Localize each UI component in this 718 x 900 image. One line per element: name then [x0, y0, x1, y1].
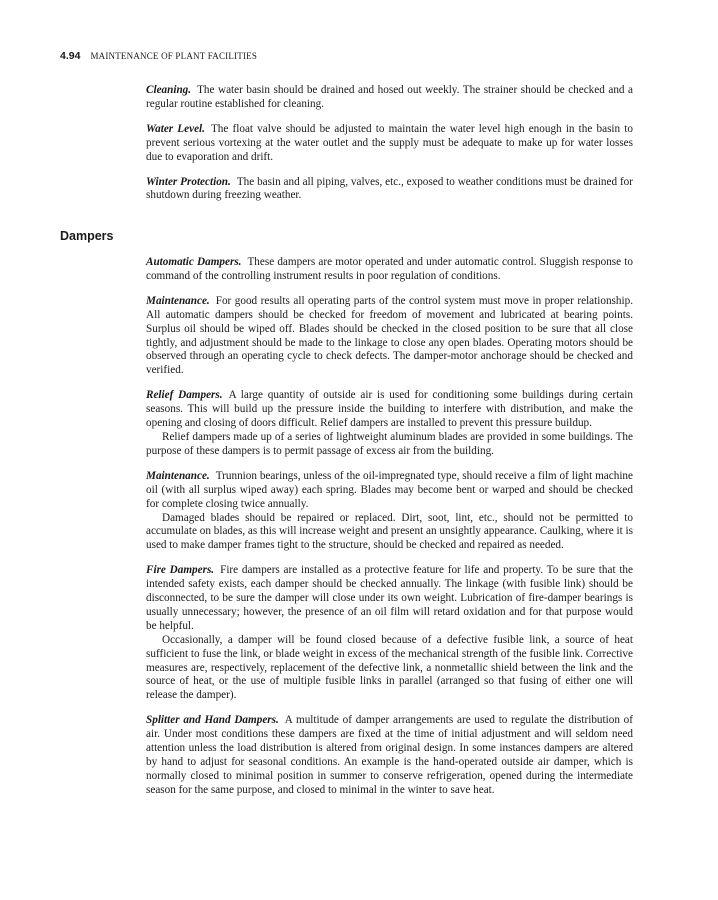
run-in-heading: Cleaning. — [146, 84, 192, 96]
page-number: 4.94 — [60, 50, 81, 62]
paragraph-splitter-hand-dampers — [146, 714, 633, 797]
running-head — [60, 50, 257, 66]
run-in-heading: Relief Dampers. — [146, 389, 223, 402]
paragraph-automatic-maintenance — [146, 295, 633, 378]
paragraph-automatic-dampers — [146, 256, 633, 284]
run-in-heading: Water Level. — [146, 122, 205, 135]
section-heading-dampers: Dampers — [60, 229, 114, 243]
paragraph-text: The basin and all piping, valves, etc., exposed to weather conditions must be drained for shutdown during freezing weather. — [146, 175, 633, 202]
run-in-heading: Maintenance. — [146, 294, 210, 307]
run-in-heading: Automatic Dampers. — [146, 256, 242, 268]
run-in-heading: Winter Protection. — [146, 175, 231, 188]
run-in-heading: Splitter and Hand Dampers. — [146, 714, 279, 727]
cooling-tower-section — [146, 84, 633, 214]
paragraph-relief-maintenance — [146, 470, 633, 553]
paragraph-text: For good results all operating parts of the control system must move in proper relationship. All automatic dampers should be checked for freedom of movement and lubricated at bearing points. Surplus oil should be wiped off. Blades should be checked in the closed position to be sure that all close tightly, and adjustment should be made to the linkage to close any open blades. Operating motors should be observed through an operating cycle to check defects. The damper-motor anchorage should be checked and verified. — [146, 294, 633, 377]
paragraph-text: Damaged blades should be repaired or replaced. Dirt, soot, lint, etc., should not be permitted to accumulate on blades, as this will increase weight and present an unsightly appearance. Caulking, where it is used to make damper frames tight to the structure, should be checked and repaired as needed. — [146, 511, 633, 552]
paragraph-text: A multitude of damper arrangements are used to regulate the distribution of air. Under most conditions these dampers are fixed at the time of initial adjustment and will seldom need attention unless the load distribution is altered from original design. In some instances dampers are altered by hand to adjust for seasonal conditions. An example is the hand-operated outside air damper, which is normally closed to minimal position in summer to conserve refrigeration, opened during the intermediate season for the same purpose, and closed to minimal in the winter to save heat. — [146, 714, 634, 796]
paragraph-text: The water basin should be drained and hosed out weekly. The strainer should be checked and a regular routine established for cleaning. — [146, 84, 633, 110]
paragraph-water-level — [146, 123, 633, 165]
running-title: MAINTENANCE OF PLANT FACILITIES — [90, 51, 258, 61]
run-in-heading: Maintenance. — [146, 469, 210, 482]
paragraph-winter-protection — [146, 176, 633, 204]
paragraph-text: Occasionally, a damper will be found closed because of a defective fusible link, a source of heat sufficient to fuse the link, or blade weight in excess of the mechanical strength of the fusible link. Corrective measures are, respectively, replacement of the defective link, a nonmetallic shield between the link and the source of heat, or the use of multiple fusible links in parallel (arranged so that fusing of either one will release the damper). — [146, 633, 633, 702]
paragraph-text: Trunnion bearings, unless of the oil-impregnated type, should receive a film of light machine oil (with all surplus wiped away) each spring. Blades may become bent or warped and should be checked for complete closing twice annually. — [146, 469, 633, 510]
paragraph-fire-dampers — [146, 564, 633, 703]
paragraph-cleaning — [146, 84, 633, 112]
paragraph-text: Fire dampers are installed as a protective feature for life and property. To be sure that the intended safety exists, each damper should be checked annually. The linkage (with fusible link) should be disconnected, to be sure the damper will close under its own weight. Lubrication of fire-damper bearings is usually unnecessary; however, the presence of an oil film will retard oxidation and for that purpose would be helpful. — [146, 564, 633, 632]
paragraph-text: These dampers are motor operated and under automatic control. Sluggish response to command of the controlling instrument results in poor regulation of conditions. — [146, 256, 633, 282]
run-in-heading: Fire Dampers. — [146, 564, 215, 577]
paragraph-text: The float valve should be adjusted to maintain the water level high enough in the basin to prevent serious vortexing at the water outlet and the supply must be adequate to make up for water losses due to evaporation and drift. — [146, 122, 633, 163]
dampers-section — [146, 256, 633, 809]
paragraph-text: A large quantity of outside air is used for conditioning some buildings during certain seasons. This will build up the pressure inside the building to interfere with distribution, and make the opening and closing of doors difficult. Relief dampers are installed to prevent this pressure buildup. — [146, 389, 633, 430]
paragraph-relief-dampers — [146, 389, 633, 459]
paragraph-text: Relief dampers made up of a series of lightweight aluminum blades are provided in some buildings. The purpose of these dampers is to permit passage of excess air from the building. — [146, 430, 633, 457]
